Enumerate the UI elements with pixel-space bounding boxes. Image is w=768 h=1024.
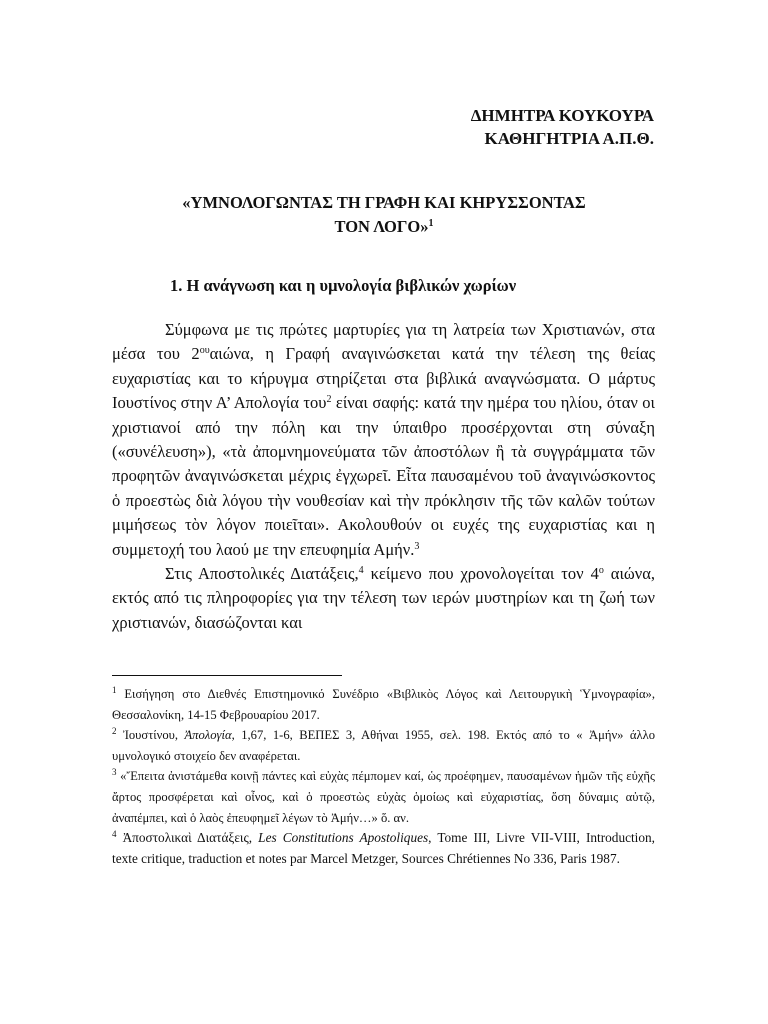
p1-part-c: είναι σαφής: κατά την ημέρα του ηλίου, όταν οι χριστιανοί από την πόλη και την ύπαιθρο προσέρχονται στη σύναξη («συνέλευση»), «τὰ ἀπομνημονεύματα τῶν ἀποστόλων ἢ τὰ συγγράμματα τῶν προφητῶν ἀναγινώσκεται μέχρις ἐγχωρεῖ. Εἶτα παυσαμένου τοῦ ἀναγινώσκοντος ὁ προεστὼς διὰ λόγου τὴν νουθεσίαν καὶ τὴν πρόκλησιν τῆς τῶν καλῶν τούτων μιμήσεως τὸν λόγον ποιεῖται». Ακολουθούν οι ευχές της ευχαριστίας και η συμμετοχή του λαού με την επευφημία Αμήν.	[112, 393, 656, 559]
footnote-text: Ἀποστολικαὶ Διατάξεις,	[116, 830, 259, 846]
footnote-work-title: Ἀπολογία,	[184, 728, 235, 743]
paragraph-2	[112, 562, 655, 635]
footnote-marker: 1	[112, 685, 117, 695]
paragraph-1	[112, 318, 655, 562]
footnote-ref-2[interactable]: 2	[326, 394, 332, 406]
author-block	[471, 104, 654, 150]
title-line-1: «ΥΜΝΟΛΟΓΩΝΤΑΣ ΤΗ ΓΡΑΦΗ ΚΑΙ ΚΗΡΥΣΣΟΝΤΑΣ	[182, 193, 586, 212]
section-heading: 1. Η ανάγνωση και η υμνολογία βιβλικών χωρίων	[170, 276, 517, 295]
author-name: ΔΗΜΗΤΡΑ ΚΟΥΚΟΥΡΑ	[470, 106, 654, 125]
author-position: ΚΑΘΗΓΗΤΡΙΑ Α.Π.Θ.	[484, 129, 654, 148]
p2-part-b: κείμενο που χρονολογείται τον 4	[363, 564, 599, 584]
ordinal-suffix: ο	[598, 565, 604, 577]
p1-part-a: Σύμφωνα με τις πρώτες μαρτυρίες για τη λατρεία των Χριστιανών, στα μέσα του 2	[112, 320, 655, 364]
footnote-marker: 2	[112, 726, 117, 737]
footnote-1	[112, 684, 655, 725]
footnote-3	[112, 766, 655, 828]
footnote-text: Εισήγηση στο Διεθνές Επιστημονικό Συνέδριο «Βιβλικὸς Λόγος καὶ Λειτουργικὴ Ὑμνογραφία», Θεσσαλονίκη, 14-15 Φεβρουαρίου 2017.	[112, 687, 655, 722]
footnotes	[112, 684, 655, 869]
title-line-2	[110, 215, 658, 239]
footnote-text: , Tome III, Livre VII-VIII, Introduction, texte critique, traduction et notes par Marcel Metzger, Sources Chrétiennes No 336, Paris 1987.	[112, 830, 655, 866]
ordinal-suffix: ου	[199, 345, 210, 357]
footnote-ref-1[interactable]: 1	[428, 218, 434, 229]
footnote-2	[112, 725, 655, 766]
footnote-text: 1,67, 1-6, ΒΕΠΕΣ 3, Αθήναι 1955, σελ. 198. Εκτός από το « Ἀμήν» άλλο υμνολογικό στοιχείο δεν αναφέρεται.	[112, 728, 655, 763]
p1-part-b: αιώνα, η Γραφή αναγινώσκεται κατά την τέλεση της θείας ευχαριστίας και το κήρυγμα στηρίζεται στα βιβλικά αναγνώσματα. Ο μάρτυς Ιουστίνος στην Α’ Απολογία του	[112, 344, 655, 413]
footnote-author: Ἰουστίνου,	[116, 728, 185, 743]
paper-title	[110, 191, 658, 239]
p2-part-a: Στις Αποστολικές Διατάξεις,	[165, 564, 359, 584]
footnote-marker: 4	[112, 829, 117, 840]
p2-part-c: αιώνα, εκτός από τις πληροφορίες για την τέλεση των ιερών μυστηρίων και τη ζωή των χριστιανών, διασώζονται και	[112, 564, 655, 632]
footnote-text: «Ἔπειτα ἀνιστάμεθα κοινῇ πάντες καὶ εὐχὰς πέμπομεν καί, ὡς προέφημεν, παυσαμένων ἡμῶν τῆς εὐχῆς ἄρτος προσφέρεται καὶ οἶνος, καὶ ὁ προεστὼς εὐχὰς ὁμοίως καὶ εὐχαριστίας, ὅση δύναμις αὐτῷ, ἀναπέμπει, καὶ ὁ λαὸς ἐπευφημεῖ λέγων τὸ Ἀμήν…» ὅ. αν.	[112, 769, 655, 825]
footnote-ref-4[interactable]: 4	[358, 565, 364, 577]
footnote-work-title: Les Constitutions Apostoliques	[258, 830, 429, 846]
footnote-4	[112, 828, 655, 869]
footnote-marker: 3	[112, 767, 117, 778]
body-text	[112, 318, 655, 635]
footnote-separator	[112, 675, 342, 676]
footnote-ref-3[interactable]: 3	[414, 540, 420, 552]
title-line-2-text: ΤΟΝ ΛΟΓΟ»	[334, 217, 429, 236]
